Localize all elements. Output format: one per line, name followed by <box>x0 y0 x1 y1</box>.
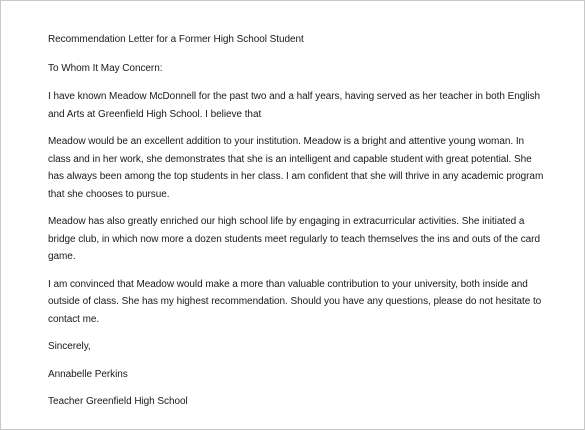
letter-title: Recommendation Letter for a Former High School Student <box>48 34 304 45</box>
letter-paragraph-3: Meadow has also greatly enriched our high school life by engaging in extracurricular activities. She initiated a bridge club, in which now more a dozen students meet regularly to teach themselves the ins and outs of the card game. <box>48 216 540 262</box>
signer-title: Teacher Greenfield High School <box>48 396 188 407</box>
letter-paragraph-1: I have known Meadow McDonnell for the past two and a half years, having served as her teacher in both English and Arts at Greenfield High School. I believe that <box>48 91 541 120</box>
letter-paragraph-2: Meadow would be an excellent addition to your institution. Meadow is a bright and attentive young woman. In class and in her work, she demonstrates that she is an intelligent and capable student with great potential. She has always been among the top students in her class. I am confident that she will thrive in any academic program that she chooses to pursue. <box>48 136 544 200</box>
letter-body <box>48 31 548 421</box>
letter-paragraph-4: I am convinced that Meadow would make a more than valuable contribution to your university, both inside and outside of class. She has my highest recommendation. Should you have any questions, please do not hesitate to contact me. <box>48 278 542 325</box>
letter-closing: Sincerely, <box>48 341 91 352</box>
signer-name: Annabelle Perkins <box>48 368 128 380</box>
letter-salutation: To Whom It May Concern: <box>48 62 163 74</box>
